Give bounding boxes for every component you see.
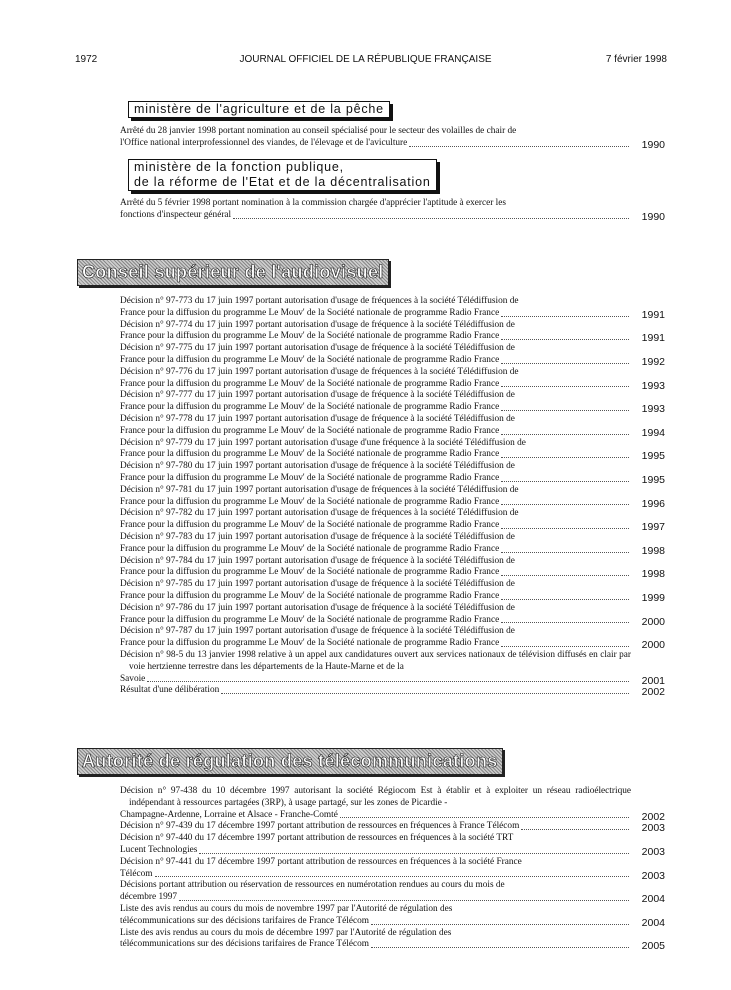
entry-page-number: 1998 (641, 568, 665, 581)
dot-leader (501, 426, 629, 435)
toc-entry (120, 343, 665, 367)
toc-entry (120, 320, 665, 344)
section-heading-art: Autorité de régulation des télécommunications (77, 748, 503, 775)
entry-last-line (120, 520, 631, 532)
journal-title: JOURNAL OFFICIEL DE LA RÉPUBLIQUE FRANÇAISE (239, 54, 492, 65)
entry-text-end: France pour la diffusion du programme Le Mouv' de la Société nationale de programme Radio France (120, 378, 500, 389)
toc-entry (120, 626, 665, 650)
entry-text-end: France pour la diffusion du programme Le Mouv' de la Société nationale de programme Radio France (120, 638, 500, 649)
entry-text-end: télécommunications sur des décisions tarifaires de France Télécom (120, 939, 369, 950)
entry-text: Liste des avis rendus au cours du mois de novembre 1997 par l'Autorité de régulation des (120, 903, 453, 914)
entry-last-line (120, 821, 631, 833)
dot-leader (501, 473, 629, 482)
entry-page-number: 2003 (641, 822, 665, 835)
dot-leader (501, 355, 629, 364)
dot-leader (501, 449, 629, 458)
entry-text: Décision n° 97-773 du 17 juin 1997 portant autorisation d'usage de fréquences à la société Télédiffusion de (120, 296, 519, 306)
dot-leader (147, 674, 629, 683)
entry-text-end: France pour la diffusion du programme Le Mouv' de la Société nationale de programme Radio France (120, 614, 500, 625)
entry-page-number: 2000 (641, 639, 665, 652)
entry-page-number: 1995 (641, 450, 665, 463)
entry-last-line (120, 543, 631, 556)
toc-entry (120, 556, 665, 580)
toc-entry (120, 461, 665, 485)
entry-text: Décision n° 98-5 du 13 janvier 1998 relative à un appel aux candidatures ouvert aux services nationaux de télévision diffusés en clair par voie hertzienne terrestre dans les départements de la Haute-Marne et de la (120, 649, 631, 672)
entry-last-line (120, 567, 631, 579)
toc-entry (120, 833, 665, 857)
entry-page-number: 2003 (641, 845, 665, 858)
entry-text: Décision n° 97-782 du 17 juin 1997 portant autorisation d'usage de fréquences à la société Télédiffusion de (120, 508, 519, 519)
section-csa-entries (120, 296, 665, 697)
section-heading-fonction-publique: ministère de la fonction publique, de la réforme de l'Etat et de la décentralisation (128, 159, 437, 191)
toc-entry (120, 126, 665, 150)
toc-entry (120, 367, 665, 391)
dot-leader (501, 520, 629, 529)
entry-last-line (120, 137, 631, 150)
toc-entry (120, 904, 665, 928)
dot-leader (409, 138, 629, 147)
entry-page-number: 2001 (641, 674, 665, 687)
entry-text: Décision n° 97-775 du 17 juin 1997 portant autorisation d'usage de fréquence à la société Télédiffusion de (120, 343, 515, 354)
entry-last-line (120, 868, 631, 881)
entry-text: Décision n° 97-786 du 17 juin 1997 portant autorisation d'usage de fréquence à la société Télédiffusion de (120, 602, 515, 613)
dot-leader (371, 916, 629, 925)
entry-last-line (120, 614, 631, 627)
entry-text: Décision n° 97-774 du 17 juin 1997 portant autorisation d'usage de fréquence à la société Télédiffusion de (120, 319, 515, 330)
dot-leader (501, 497, 629, 506)
entry-text-end: France pour la diffusion du programme Le Mouv' de la Société nationale de programme Radio France (120, 520, 500, 531)
entry-text-end: Lucent Technologies (120, 844, 198, 855)
entry-page-number: 1996 (641, 497, 665, 510)
dot-leader (199, 845, 629, 854)
toc-entry (120, 880, 665, 904)
toc-entry (120, 532, 665, 556)
entry-text: Décision n° 97-776 du 17 juin 1997 portant autorisation d'usage de fréquences à la société Télédiffusion de (120, 366, 519, 377)
dot-leader (221, 685, 629, 694)
entry-page-number: 1990 (641, 138, 665, 151)
entry-last-line (120, 673, 631, 686)
entry-text-end: France pour la diffusion du programme Le Mouv' de la Société nationale de programme Radio France (120, 543, 500, 554)
entry-page-number: 1998 (641, 544, 665, 557)
entry-last-line (120, 809, 631, 822)
dot-leader (340, 810, 629, 819)
entry-text-end: France pour la diffusion du programme Le Mouv' de la Société nationale de programme Radio France (120, 425, 500, 436)
entry-page-number: 1990 (641, 210, 665, 223)
dot-leader (501, 591, 629, 600)
entry-last-line (120, 939, 631, 951)
toc-entry (120, 414, 665, 438)
entry-last-line (120, 449, 631, 461)
dot-leader (501, 544, 629, 553)
entry-last-line (120, 638, 631, 650)
toc-entry (120, 821, 665, 833)
section-heading-agriculture: ministère de l'agriculture et de la pêche (128, 101, 390, 118)
entry-page-number: 2004 (641, 916, 665, 929)
entry-last-line (120, 496, 631, 509)
dot-leader (521, 821, 629, 830)
issue-date: 7 février 1998 (605, 54, 667, 65)
entry-last-line (120, 425, 631, 438)
entry-text: Décision n° 97-438 du 10 décembre 1997 autorisant la société Régiocom Est à établir et à exploiter un réseau radioélectrique indépendant à ressources partagées (3RP), à usage partagé, sur les zones de Picardie - (120, 786, 631, 808)
entry-text-end: France pour la diffusion du programme Le Mouv' de la Société nationale de programme Radio France (120, 449, 500, 460)
toc-entry (120, 390, 665, 414)
page-number: 1972 (75, 54, 98, 65)
entry-last-line (120, 685, 631, 697)
dot-leader (501, 402, 629, 411)
toc-entry (120, 650, 665, 685)
entry-text-end: fonctions d'inspecteur général (120, 209, 232, 220)
entry-last-line (120, 402, 631, 414)
entry-page-number: 2003 (641, 869, 665, 882)
entry-text-end: Champagne-Ardenne, Lorraine et Alsace - Franche-Comté (120, 809, 338, 820)
entry-last-line (120, 378, 631, 391)
entry-text-end: France pour la diffusion du programme Le Mouv' de la Société nationale de programme Radio France (120, 307, 500, 318)
entry-last-line (120, 590, 631, 603)
entry-page-number: 1994 (641, 426, 665, 439)
entry-page-number: 1999 (641, 591, 665, 604)
entry-last-line (120, 472, 631, 485)
entry-text-end: France pour la diffusion du programme Le Mouv' de la Société nationale de programme Radio France (120, 402, 500, 413)
entry-text: Décision n° 97-440 du 17 décembre 1997 portant attribution de ressources en fréquences à la société TRT (120, 833, 514, 844)
entry-text: Décision n° 97-787 du 17 juin 1997 portant autorisation d'usage de fréquence à la société Télédiffusion de (120, 626, 515, 637)
entry-last-line (120, 892, 631, 904)
section-heading-csa: Conseil supérieur de l'audiovisuel (77, 259, 389, 286)
entry-text-end: France pour la diffusion du programme Le Mouv' de la Société nationale de programme Radio France (120, 496, 500, 507)
entry-page-number: 2002 (641, 686, 665, 699)
toc-entry (120, 296, 665, 320)
entry-text-end: Décision n° 97-439 du 17 décembre 1997 portant attribution de ressources en fréquences à France Télécom (120, 821, 520, 832)
entry-last-line (120, 209, 631, 222)
entry-text-end: décembre 1997 (120, 892, 178, 903)
toc-entry (120, 198, 665, 222)
entry-page-number: 2000 (641, 615, 665, 628)
dot-leader (501, 331, 629, 340)
section-art-entries (120, 786, 665, 951)
toc-entry (120, 685, 665, 697)
dot-leader (371, 939, 629, 948)
entry-text-end: France pour la diffusion du programme Le Mouv' de la Société nationale de programme Radio France (120, 354, 500, 365)
entry-text-end: l'Office national interprofessionnel des viandes, de l'élevage et de l'aviculture (120, 137, 408, 148)
section-agriculture-entries (120, 126, 665, 150)
entry-text: Décision n° 97-779 du 17 juin 1997 portant autorisation d'usage d'une fréquence à la société Télédiffusion de (120, 437, 526, 448)
toc-entry (120, 928, 665, 952)
entry-page-number: 2005 (641, 940, 665, 953)
entry-text-end: Résultat d'une délibération (120, 685, 220, 696)
toc-entry (120, 579, 665, 603)
dot-leader (501, 379, 629, 388)
entry-last-line (120, 354, 631, 367)
entry-text-end: Savoie (120, 673, 146, 684)
entry-page-number: 1991 (641, 332, 665, 345)
entry-page-number: 1993 (641, 403, 665, 416)
dot-leader (155, 869, 629, 878)
entry-text: Décision n° 97-784 du 17 juin 1997 portant autorisation d'usage de fréquence à la société Télédiffusion de (120, 555, 515, 566)
entry-text: Décision n° 97-783 du 17 juin 1997 portant autorisation d'usage de fréquence à la société Télédiffusion de (120, 531, 515, 542)
entry-last-line (120, 331, 631, 343)
entry-page-number: 2004 (641, 893, 665, 906)
entry-text: Arrêté du 28 janvier 1998 portant nomination au conseil spécialisé pour le secteur des volailles de chair de (120, 126, 517, 136)
dot-leader (501, 567, 629, 576)
toc-entry (120, 603, 665, 627)
toc-entry (120, 786, 665, 821)
dot-leader (233, 210, 629, 219)
entry-page-number: 1997 (641, 521, 665, 534)
dot-leader (501, 638, 629, 647)
entry-text-end: Télécom (120, 868, 153, 879)
entry-last-line (120, 844, 631, 857)
entry-text: Décision n° 97-777 du 17 juin 1997 portant autorisation d'usage de fréquence à la société Télédiffusion de (120, 390, 515, 401)
entry-text-end: France pour la diffusion du programme Le Mouv' de la Société nationale de programme Radio France (120, 567, 500, 578)
toc-entry (120, 857, 665, 881)
entry-page-number: 1995 (641, 473, 665, 486)
dot-leader (501, 615, 629, 624)
entry-text-end: France pour la diffusion du programme Le Mouv' de la Société nationale de programme Radio France (120, 331, 500, 342)
entry-text: Décision n° 97-441 du 17 décembre 1997 portant attribution de ressources en fréquences à la société France (120, 856, 522, 867)
entry-text: Décisions portant attribution ou réservation de ressources en numérotation rendues au cours du mois de (120, 880, 505, 891)
toc-entry (120, 485, 665, 509)
entry-page-number: 1991 (641, 308, 665, 321)
entry-page-number: 1992 (641, 355, 665, 368)
entry-text: Arrêté du 5 février 1998 portant nomination à la commission chargée d'apprécier l'aptitude à exercer les (120, 198, 507, 208)
toc-entry (120, 508, 665, 532)
entry-text-end: France pour la diffusion du programme Le Mouv' de la Société nationale de programme Radio France (120, 472, 500, 483)
entry-page-number: 2002 (641, 810, 665, 823)
dot-leader (501, 308, 629, 317)
entry-text: Liste des avis rendus au cours du mois de décembre 1997 par l'Autorité de régulation des (120, 927, 452, 938)
entry-last-line (120, 915, 631, 928)
entry-text-end: télécommunications sur des décisions tarifaires de France Télécom (120, 915, 369, 926)
entry-last-line (120, 307, 631, 320)
entry-text-end: France pour la diffusion du programme Le Mouv' de la Société nationale de programme Radio France (120, 590, 500, 601)
entry-text: Décision n° 97-781 du 17 juin 1997 portant autorisation d'usage de fréquences à la société Télédiffusion de (120, 484, 519, 495)
entry-text: Décision n° 97-785 du 17 juin 1997 portant autorisation d'usage de fréquence à la société Télédiffusion de (120, 579, 515, 590)
entry-text: Décision n° 97-780 du 17 juin 1997 portant autorisation d'usage de fréquence à la société Télédiffusion de (120, 461, 515, 472)
toc-entry (120, 438, 665, 462)
dot-leader (179, 892, 629, 901)
section-fonction-publique-entries (120, 198, 665, 222)
entry-text: Décision n° 97-778 du 17 juin 1997 portant autorisation d'usage de fréquence à la société Télédiffusion de (120, 413, 515, 424)
entry-page-number: 1993 (641, 379, 665, 392)
